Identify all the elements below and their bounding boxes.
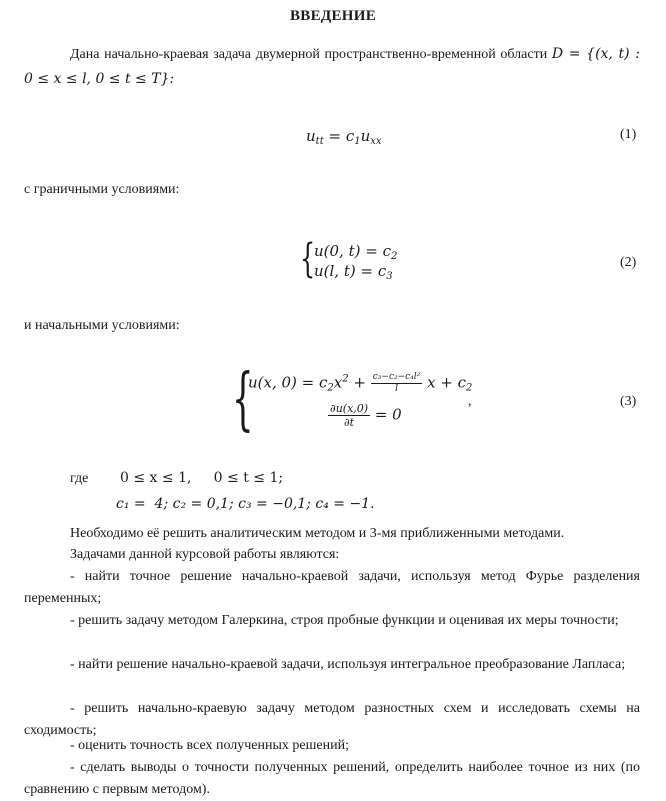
- equation-2-line-1: u(0, $t) = c_2$: [314, 242, 398, 262]
- eq1-lhs: u: [306, 127, 316, 145]
- intro-paragraph: [24, 42, 640, 92]
- task-item: - решить начально-краевую задачу методом разностных схем и исследовать схемы на сходимость;: [24, 701, 640, 738]
- where-label: где: [70, 471, 89, 486]
- eq1-c-sub: 1: [354, 136, 361, 147]
- where-ranges: 0 ≤ x ≤ 1, 0 ≤ t ≤ 1;: [120, 470, 284, 486]
- eq1-u: u: [360, 127, 371, 145]
- equation-2-number: (2): [620, 255, 637, 270]
- eq3-fraction: $\frac{\text{c₃−c₂−c₄l²}}{l}$: [372, 372, 421, 394]
- equation-3-comma: ,: [468, 394, 472, 409]
- necessity-paragraph: Необходимо её решить аналитическим методом и 3-мя приближенными методами.: [70, 526, 565, 541]
- task-item: - решить задачу методом Галеркина, строя пробные функции и оценивая их меры точности;: [70, 613, 619, 628]
- eq1-u-sub: xx: [370, 136, 382, 147]
- equation-1-number: (1): [620, 127, 637, 142]
- boundary-label: с граничными условиями:: [24, 182, 180, 197]
- eq1-lhs-sub: tt: [315, 136, 324, 147]
- eq3-derivative-fraction: $\frac{\partial u(x,0)}{\partial t}$: [330, 402, 369, 429]
- task-item: - оценить точность всех полученных решений;: [70, 738, 349, 753]
- where-constants: c₁ = 4; c₂ = 0,1; c₃ = −0,1; c₄ = −1.: [116, 496, 375, 512]
- task-item: - найти точное решение начально-краевой задачи, используя метод Фурье разделения переменных;: [24, 569, 640, 606]
- tasks-heading: Задачами данной курсовой работы являются:: [70, 547, 340, 562]
- equation-2-line-2: u(l, $t) = c_3$: [314, 262, 393, 282]
- equation-3-line-2: $\frac{\partial u(x,0)}{\partial t}$ = 0: [330, 402, 402, 429]
- page-title: ВВЕДЕНИЕ: [289, 8, 377, 24]
- domain-expression: D = {(x, t) : 0 ≤ x ≤ l, 0 ≤ t ≤ T}:: [24, 46, 640, 87]
- initial-label: и начальными условиями:: [24, 318, 180, 333]
- equation-3-brace: {: [232, 360, 254, 439]
- equation-2-brace: {: [300, 236, 316, 282]
- equation-1: $u_{tt} = c_1u_{xx}$: [306, 127, 382, 147]
- intro-text: Дана начально-краевая задача двумерной пространственно-временной области: [70, 47, 548, 62]
- equation-3-line-1: u(x, $0) = c_2x^2$ + $\frac{\text{c₃−c₂−c₄l²}}{l}$ $x + c_2$: [248, 372, 473, 394]
- task-item: - найти решение начально-краевой задачи, используя интегральное преобразование Лапласа;: [70, 657, 626, 672]
- eq1-c: c: [345, 127, 355, 145]
- task-item: - сделать выводы о точности полученных решений, определить наиболее точное из них (по сравнению с первым методом).: [24, 760, 640, 797]
- equation-3-number: (3): [620, 394, 637, 409]
